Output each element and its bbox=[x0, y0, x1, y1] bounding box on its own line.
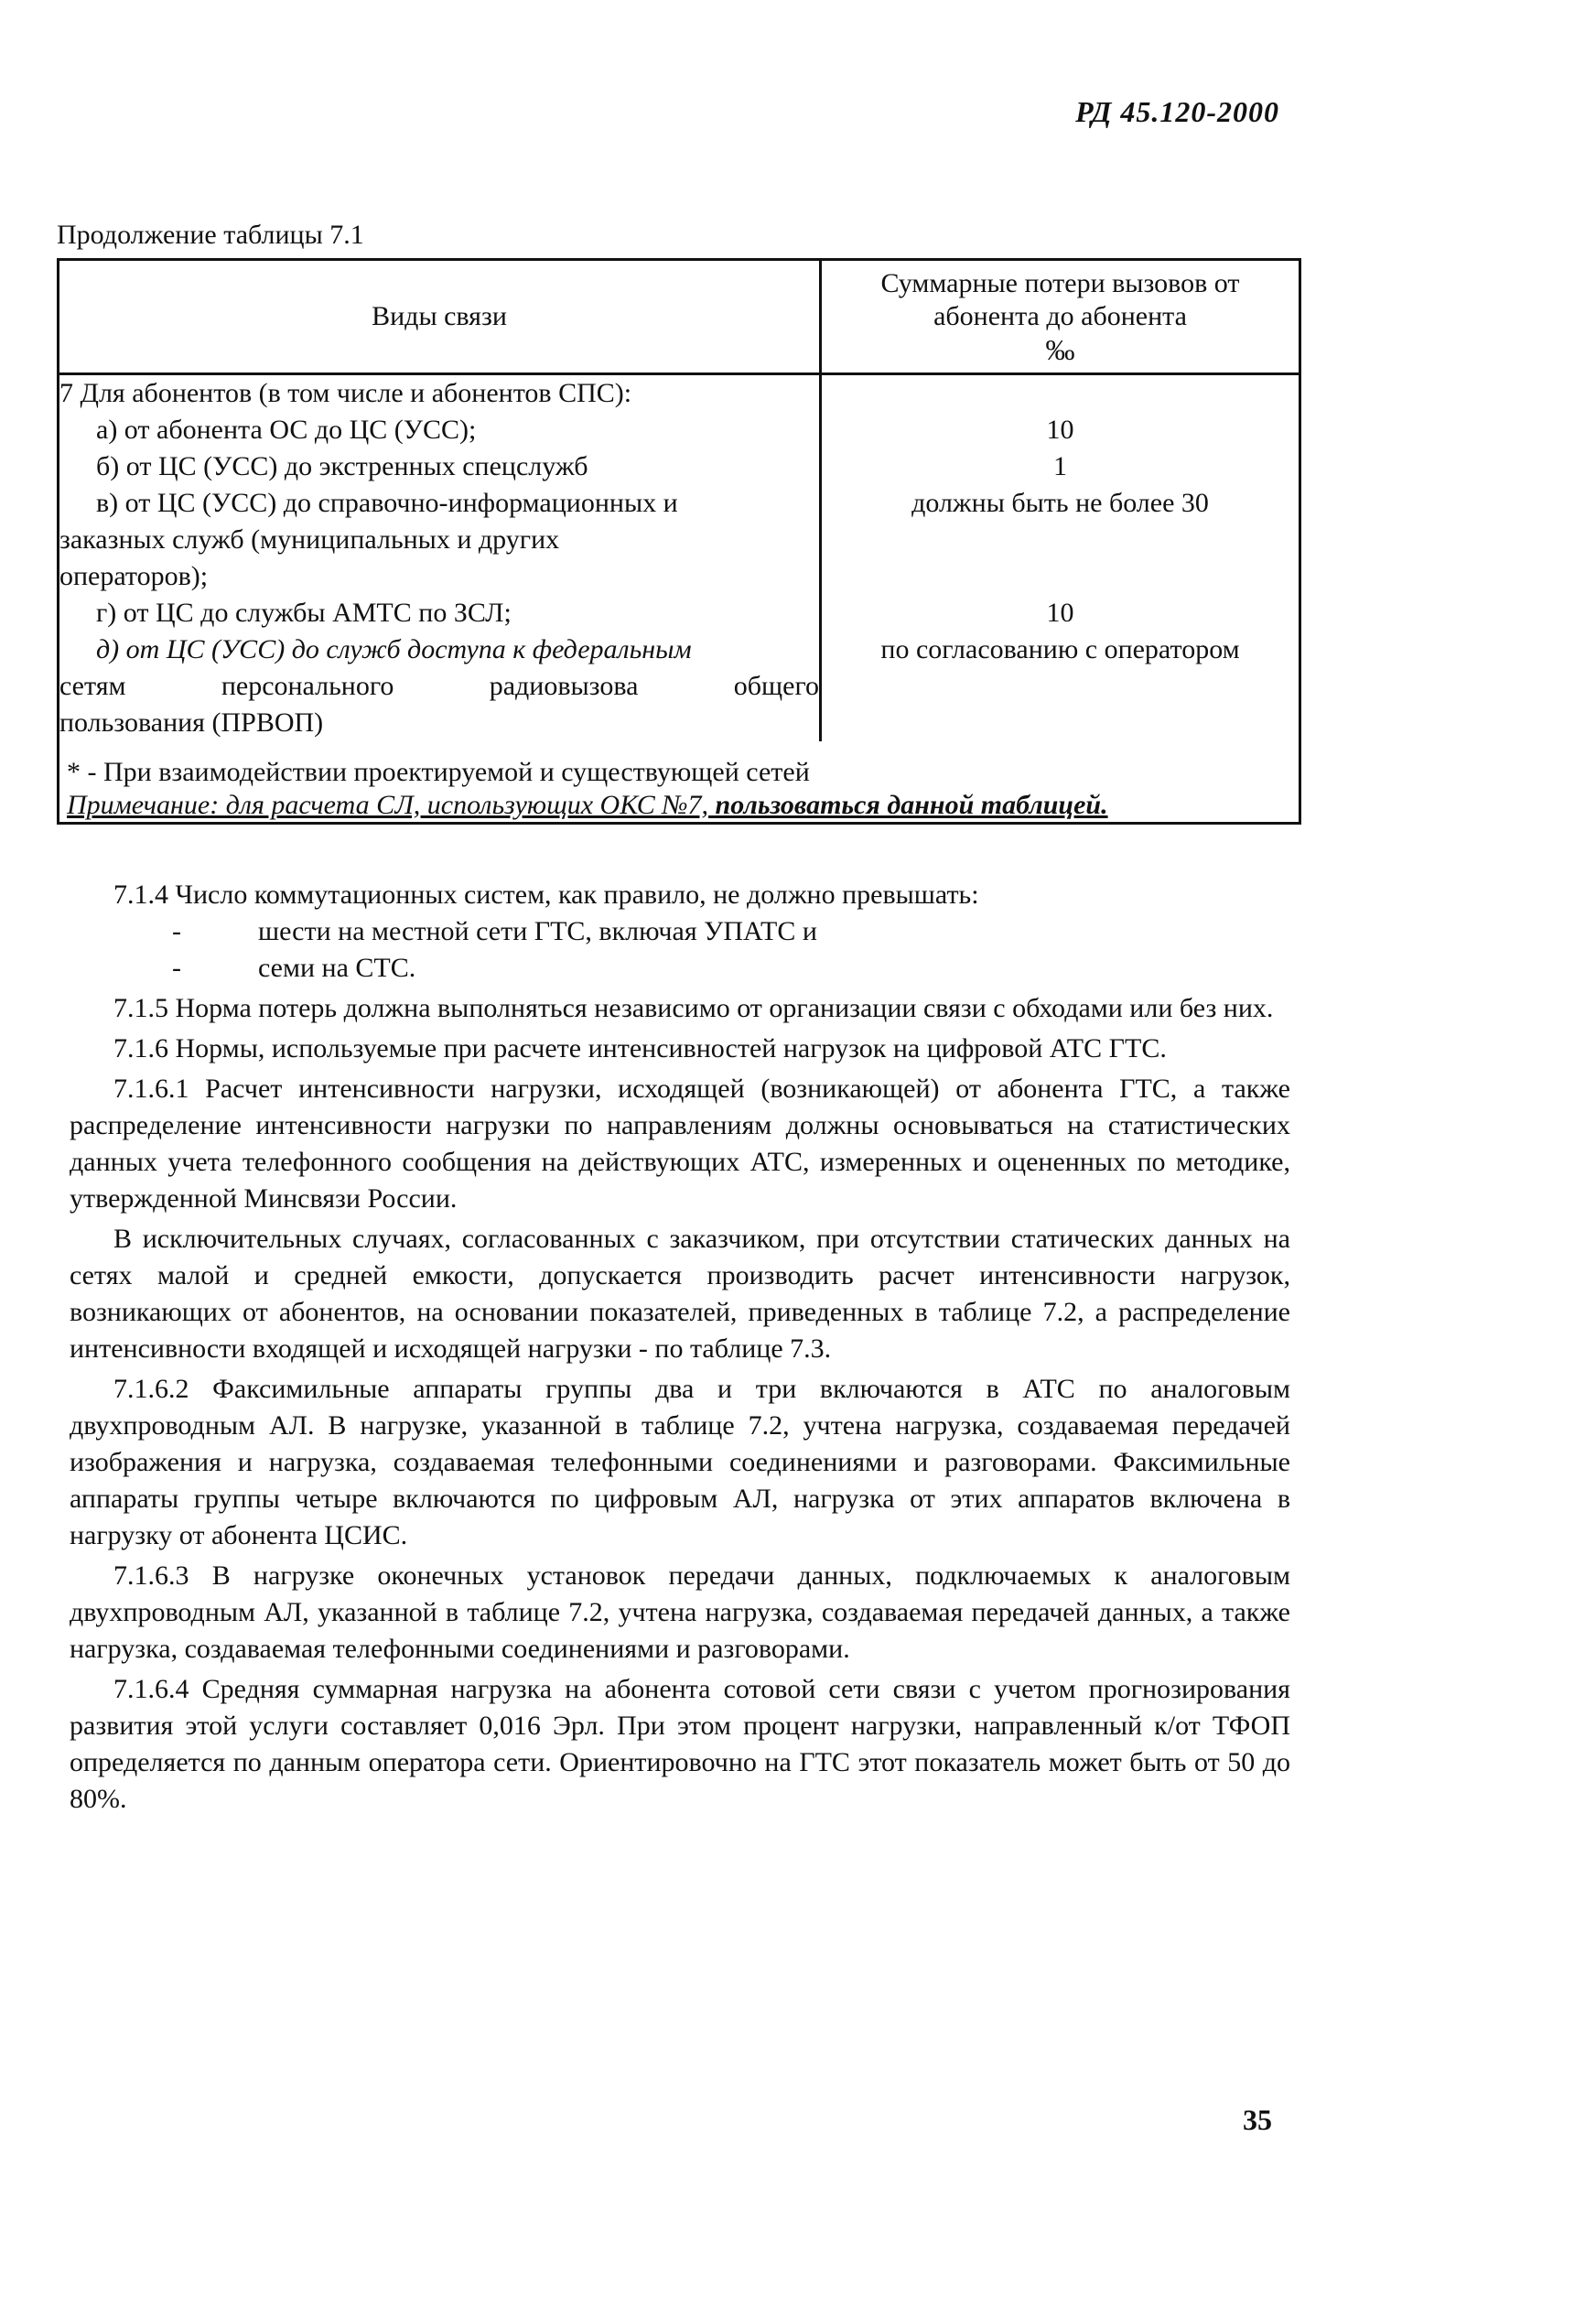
table-note-suffix: пользоваться данной таблицей. bbox=[715, 790, 1108, 820]
item-d-label-line-3: пользования (ПРВОП) bbox=[59, 707, 324, 738]
row-title: 7 Для абонентов (в том числе и абонентов СПС): bbox=[59, 378, 632, 408]
body-text bbox=[70, 877, 1290, 1818]
item-a-value: 10 bbox=[1046, 415, 1074, 445]
list-item: - семи на СТС. bbox=[172, 953, 416, 983]
item-g-value: 10 bbox=[1046, 598, 1074, 628]
paragraph-7-1-6-1: 7.1.6.1 Расчет интенсивности нагрузки, исходящей (возникающей) от абонента ГТС, а также распределение интенсивности нагрузки по направлениям должны основываться на статистических данных учета телефонного сообщения на действующих АТС, измеренных и оцененных по методике, утвержденной Минсвязи России. bbox=[70, 1074, 1290, 1214]
list-item-text: семи на СТС. bbox=[258, 953, 416, 983]
list-item-text: шести на местной сети ГТС, включая УПАТС и bbox=[258, 916, 817, 946]
item-d-label-line-2: сетям персонального радиовызова общего bbox=[59, 671, 819, 701]
table-note bbox=[67, 789, 1291, 822]
page-number: 35 bbox=[1243, 2103, 1272, 2136]
column-header-unit: ‰ bbox=[1045, 333, 1075, 366]
item-v-value: должны быть не более 30 bbox=[911, 488, 1209, 518]
column-header-line-1: Суммарные потери вызовов от bbox=[880, 268, 1240, 298]
table-notes-row bbox=[59, 741, 1300, 824]
table-notes-cell bbox=[59, 741, 1300, 824]
item-d-label-line-1: д) от ЦС (УСС) до служб доступа к федеральным bbox=[96, 634, 692, 664]
paragraph-7-1-6-1-exceptions: В исключительных случаях, согласованных с заказчиком, при отсутствии статических данных на сетях малой и средней емкости, допускается производить расчет интенсивности нагрузок, возникающих от абонентов, на основании показателей, приведенных в таблице 7.2, а распределение интенсивности входящей и исходящей нагрузки - по таблице 7.3. bbox=[70, 1224, 1290, 1364]
table-footnote: * - При взаимодействии проектируемой и существующей сетей bbox=[67, 757, 810, 787]
item-v-label-line-3: операторов); bbox=[59, 561, 209, 591]
item-v-label-line-2: заказных служб (муниципальных и других bbox=[59, 524, 560, 555]
table-note-prefix: Примечание: для расчета СЛ, использующих ОКС №7, bbox=[67, 790, 716, 820]
table-caption: Продолжение таблицы 7.1 bbox=[57, 220, 364, 250]
column-header-communication-types: Виды связи bbox=[59, 260, 821, 374]
paragraph-7-1-6: 7.1.6 Нормы, используемые при расчете интенсивностей нагрузок на цифровой АТС ГТС. bbox=[113, 1033, 1167, 1063]
paragraph-7-1-6-2: 7.1.6.2 Факсимильные аппараты группы два и три включаются в АТС по аналоговым двухпроводным АЛ. В нагрузке, указанной в таблице 7.2, учтена нагрузка, создаваемая передачей изображения и нагрузка, создаваемая телефонными соединениями и разговорами. Факсимильные аппараты группы четыре включаются по цифровым АЛ, нагрузка от этих аппаратов включена в нагрузку от абонента ЦСИС. bbox=[70, 1374, 1290, 1550]
column-header-line-2: абонента до абонента bbox=[933, 301, 1187, 331]
row-values-cell bbox=[821, 374, 1300, 742]
item-d-value: по согласованию с оператором bbox=[880, 634, 1240, 664]
paragraph-7-1-5: 7.1.5 Норма потерь должна выполняться независимо от организации связи с обходами или без них. bbox=[113, 993, 1274, 1023]
item-a-label: а) от абонента ОС до ЦС (УСС); bbox=[96, 415, 477, 445]
document-code: РД 45.120-2000 bbox=[1075, 95, 1279, 128]
table-header-row bbox=[59, 260, 1300, 374]
item-g-label: г) от ЦС до службы АМТС по ЗСЛ; bbox=[96, 598, 512, 628]
paragraph-7-1-4: 7.1.4 Число коммутационных систем, как правило, не должно превышать: bbox=[113, 880, 979, 910]
item-b-label: б) от ЦС (УСС) до экстренных спецслужб bbox=[96, 451, 588, 481]
item-v-label-line-1: в) от ЦС (УСС) до справочно-информационных и bbox=[96, 488, 678, 518]
row-labels-cell bbox=[59, 374, 821, 742]
losses-table bbox=[57, 258, 1301, 825]
list-item: - шести на местной сети ГТС, включая УПАТС и bbox=[172, 916, 817, 946]
item-b-value: 1 bbox=[1053, 451, 1067, 481]
column-header-call-losses bbox=[821, 260, 1300, 374]
paragraph-7-1-6-4: 7.1.6.4 Средняя суммарная нагрузка на абонента сотовой сети связи с учетом прогнозирования развития этой услуги составляет 0,016 Эрл. При этом процент нагрузки, направленный к/от ТФОП определяется по данным оператора сети. Ориентировочно на ГТС этот показатель может быть от 50 до 80%. bbox=[70, 1674, 1290, 1814]
table-row-subscribers bbox=[59, 374, 1300, 742]
paragraph-7-1-6-3: 7.1.6.3 В нагрузке оконечных установок передачи данных, подключаемых к аналоговым двухпроводным АЛ, указанной в таблице 7.2, учтена нагрузка, создаваемая передачей данных, а также нагрузка, создаваемая телефонными соединениями и разговорами. bbox=[70, 1560, 1290, 1664]
